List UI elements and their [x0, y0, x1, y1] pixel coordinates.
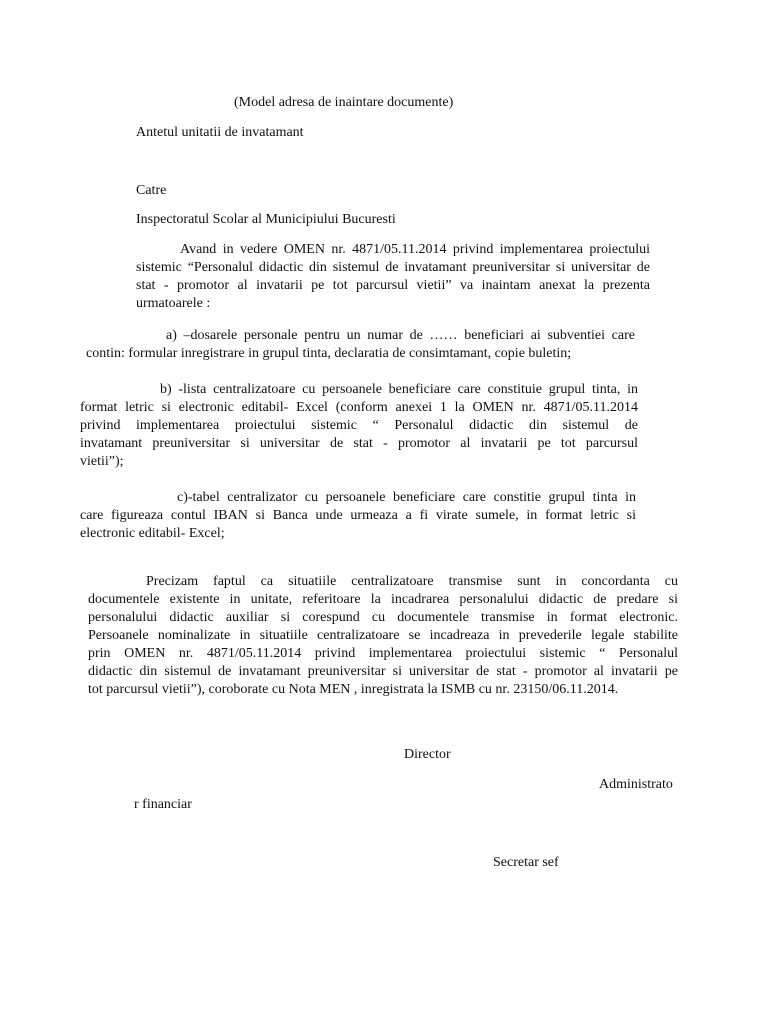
item-b-line: vietii”);: [80, 454, 124, 469]
closing-line: personalului didactic auxiliar si corespund cu documentele transmise in format electronic.: [88, 610, 678, 625]
closing-line: Precizam faptul ca situatiile centralizatoare transmise sunt in concordanta cu: [146, 574, 678, 589]
signature-director: Director: [404, 747, 451, 762]
closing-paragraph: [88, 573, 678, 699]
item-a-line: contin: formular inregistrare in grupul tinta, declaratia de consimtamant, copie buletin;: [86, 346, 572, 361]
item-a: [86, 327, 635, 363]
closing-line: tot parcursul vietii”), coroborate cu Nota MEN , inregistrata la ISMB cu nr. 23150/06.11.2014.: [88, 682, 619, 697]
item-c-line: c)-tabel centralizator cu persoanele beneficiare care constitie grupul tinta in: [177, 490, 636, 505]
item-b-line: invatamant preuniversitar si universitar de stat - promotor al invatarii pe tot parcursul: [80, 436, 638, 451]
intro-line: urmatoarele :: [136, 296, 211, 311]
intro-line: sistemic “Personalul didactic din sistemul de invatamant preuniversitar si universitar de: [136, 260, 650, 275]
item-c: [80, 489, 636, 543]
closing-line: documentele existente in unitate, referitoare la incadrarea personalului didactic de predare si: [88, 592, 678, 607]
letterhead-placeholder: Antetul unitatii de invatamant: [136, 125, 304, 140]
closing-line: Persoanele nominalizate in situatiile centralizatoare se incadreaza in prevederile legale stabilite: [88, 628, 678, 643]
item-b: [80, 381, 638, 471]
recipient-to: Catre: [136, 183, 167, 198]
intro-paragraph: [136, 241, 650, 313]
item-b-line: b) -lista centralizatoare cu persoanele beneficiare care constituie grupul tinta, in: [160, 382, 638, 397]
recipient-name: Inspectoratul Scolar al Municipiului Bucuresti: [136, 212, 396, 227]
item-a-line: a) –dosarele personale pentru un numar de …… beneficiari ai subventiei care: [166, 328, 635, 343]
item-b-line: format letric si electronic editabil- Excel (conform anexei 1 la OMEN nr. 4871/05.11.2014: [80, 400, 638, 415]
item-c-line: electronic editabil- Excel;: [80, 526, 225, 541]
item-c-line: care figureaza contul IBAN si Banca unde urmeaza a fi virate sumele, in format letric si: [80, 508, 636, 523]
closing-line: prin OMEN nr. 4871/05.11.2014 privind implementarea proiectului sistemic “ Personalul: [88, 646, 678, 661]
model-title: (Model adresa de inaintare documente): [234, 95, 454, 110]
intro-line: stat - promotor al invatarii pe tot parcursul vietii” va inaintam anexat la prezenta: [136, 278, 650, 293]
signature-secretary: Secretar sef: [493, 855, 559, 870]
intro-line: Avand in vedere OMEN nr. 4871/05.11.2014 privind implementarea proiectului: [180, 242, 650, 257]
closing-line: didactic din sistemul de invatamant preuniversitar si universitar de stat - promotor al invatarii pe: [88, 664, 678, 679]
item-b-line: privind implementarea proiectului sistemic “ Personalul didactic din sistemul de: [80, 418, 638, 433]
signature-financial-admin-part1: Administrato: [599, 777, 673, 792]
signature-financial-admin-part2: r financiar: [134, 797, 192, 812]
